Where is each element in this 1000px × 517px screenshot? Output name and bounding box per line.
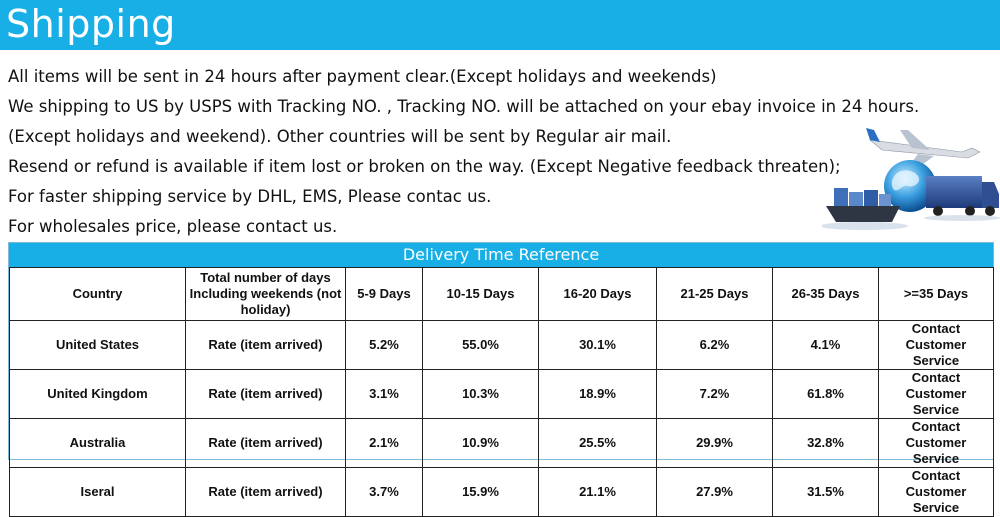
rate-cell: 29.9%: [657, 419, 773, 468]
rate-label-cell: Rate (item arrived): [186, 468, 346, 517]
contact-cell: Contact Customer Service: [879, 419, 994, 468]
table-row: [10, 370, 994, 419]
page-title: Shipping: [6, 2, 176, 46]
column-header: Country: [10, 268, 186, 321]
column-header: 21-25 Days: [657, 268, 773, 321]
note-line: All items will be sent in 24 hours after payment clear.(Except holidays and weekends): [8, 67, 717, 86]
country-cell: Australia: [10, 419, 186, 468]
rate-cell: 4.1%: [773, 321, 879, 370]
rate-label-cell: Rate (item arrived): [186, 321, 346, 370]
country-cell: Iseral: [10, 468, 186, 517]
column-header: 5-9 Days: [346, 268, 423, 321]
country-cell: United Kingdom: [10, 370, 186, 419]
country-cell: United States: [10, 321, 186, 370]
header-banner: [0, 0, 1000, 50]
column-header: >=35 Days: [879, 268, 994, 321]
rate-cell: 7.2%: [657, 370, 773, 419]
rate-cell: 10.9%: [423, 419, 539, 468]
table-header-row: [10, 268, 994, 321]
rate-cell: 61.8%: [773, 370, 879, 419]
note-line: (Except holidays and weekend). Other countries will be sent by Regular air mail.: [8, 127, 672, 146]
note-line: For wholesales price, please contact us.: [8, 217, 338, 236]
rate-cell: 32.8%: [773, 419, 879, 468]
rate-cell: 31.5%: [773, 468, 879, 517]
shipping-transport-illustration: [822, 118, 1000, 240]
truck-icon: [924, 176, 1000, 221]
rate-cell: 10.3%: [423, 370, 539, 419]
contact-cell: Contact Customer Service: [879, 370, 994, 419]
rate-cell: 2.1%: [346, 419, 423, 468]
note-line: We shipping to US by USPS with Tracking NO. , Tracking NO. will be attached on your ebay invoice in 24 hours.: [8, 97, 920, 116]
note-line: For faster shipping service by DHL, EMS, Please contac us.: [8, 187, 492, 206]
column-header: 16-20 Days: [539, 268, 657, 321]
rate-label-cell: Rate (item arrived): [186, 370, 346, 419]
note-line: Resend or refund is available if item lost or broken on the way. (Except Negative feedback threaten);: [8, 157, 841, 176]
column-header: 10-15 Days: [423, 268, 539, 321]
shipping-notes: [8, 62, 920, 242]
table-row: [10, 419, 994, 468]
column-header: 26-35 Days: [773, 268, 879, 321]
column-header: Total number of days Including weekends (not holiday): [186, 268, 346, 321]
rate-cell: 15.9%: [423, 468, 539, 517]
table-row: [10, 321, 994, 370]
rate-cell: 3.7%: [346, 468, 423, 517]
rate-cell: 18.9%: [539, 370, 657, 419]
rate-cell: 30.1%: [539, 321, 657, 370]
rate-label-cell: Rate (item arrived): [186, 419, 346, 468]
rate-cell: 55.0%: [423, 321, 539, 370]
delivery-time-table: [8, 242, 994, 515]
table-caption: Delivery Time Reference: [9, 243, 993, 267]
rate-cell: 21.1%: [539, 468, 657, 517]
rate-cell: 3.1%: [346, 370, 423, 419]
rate-cell: 25.5%: [539, 419, 657, 468]
contact-cell: Contact Customer Service: [879, 321, 994, 370]
rate-cell: 6.2%: [657, 321, 773, 370]
table-row: [10, 468, 994, 517]
contact-cell: Contact Customer Service: [879, 468, 994, 517]
rate-cell: 5.2%: [346, 321, 423, 370]
rate-cell: 27.9%: [657, 468, 773, 517]
